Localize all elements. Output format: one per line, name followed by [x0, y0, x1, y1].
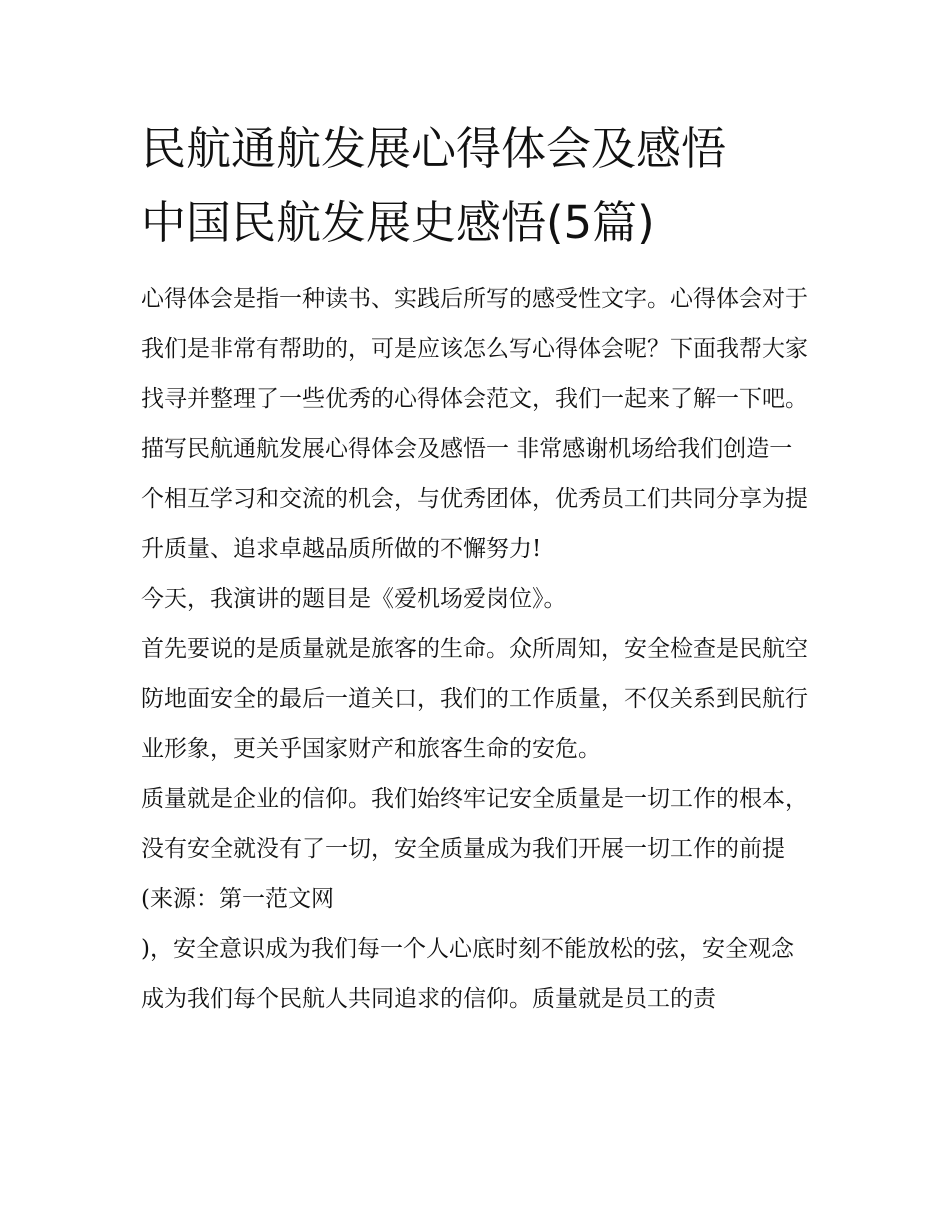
title-line-2: 中国民航发展史感悟(5篇)	[141, 196, 655, 249]
title-line-1: 民航通航发展心得体会及感悟	[141, 122, 727, 175]
document-body	[141, 274, 813, 1024]
paragraph-quality-life: 首先要说的是质量就是旅客的生命。众所周知，安全检查是民航空防地面安全的最后一道关口，我们的工作质量，不仅关系到民航行业形象，更关乎国家财产和旅客生命的安危。	[141, 636, 808, 762]
paragraph-speech-topic: 今天，我演讲的题目是《爱机场爱岗位》。	[141, 586, 567, 612]
document-title	[141, 112, 813, 260]
paragraph-safety-awareness: )，安全意识成为我们每一个人心底时刻不能放松的弦，安全观念成为我们每个民航人共同追求的信仰。质量就是员工的责	[141, 936, 794, 1012]
paragraph-intro: 心得体会是指一种读书、实践后所写的感受性文字。心得体会对于我们是非常有帮助的，可是应该怎么写心得体会呢？下面我帮大家找寻并整理了一些优秀的心得体会范文，我们一起来了解一下吧。	[141, 286, 808, 412]
paragraph-thanks: 描写民航通航发展心得体会及感悟一 非常感谢机场给我们创造一个相互学习和交流的机会，与优秀团体，优秀员工们共同分享为提升质量、追求卓越品质所做的不懈努力!	[141, 436, 808, 562]
paragraph-quality-belief: 质量就是企业的信仰。我们始终牢记安全质量是一切工作的根本，没有安全就没有了一切，安全质量成为我们开展一切工作的前提(来源：第一范文网	[141, 786, 808, 912]
document-content	[141, 112, 813, 1024]
